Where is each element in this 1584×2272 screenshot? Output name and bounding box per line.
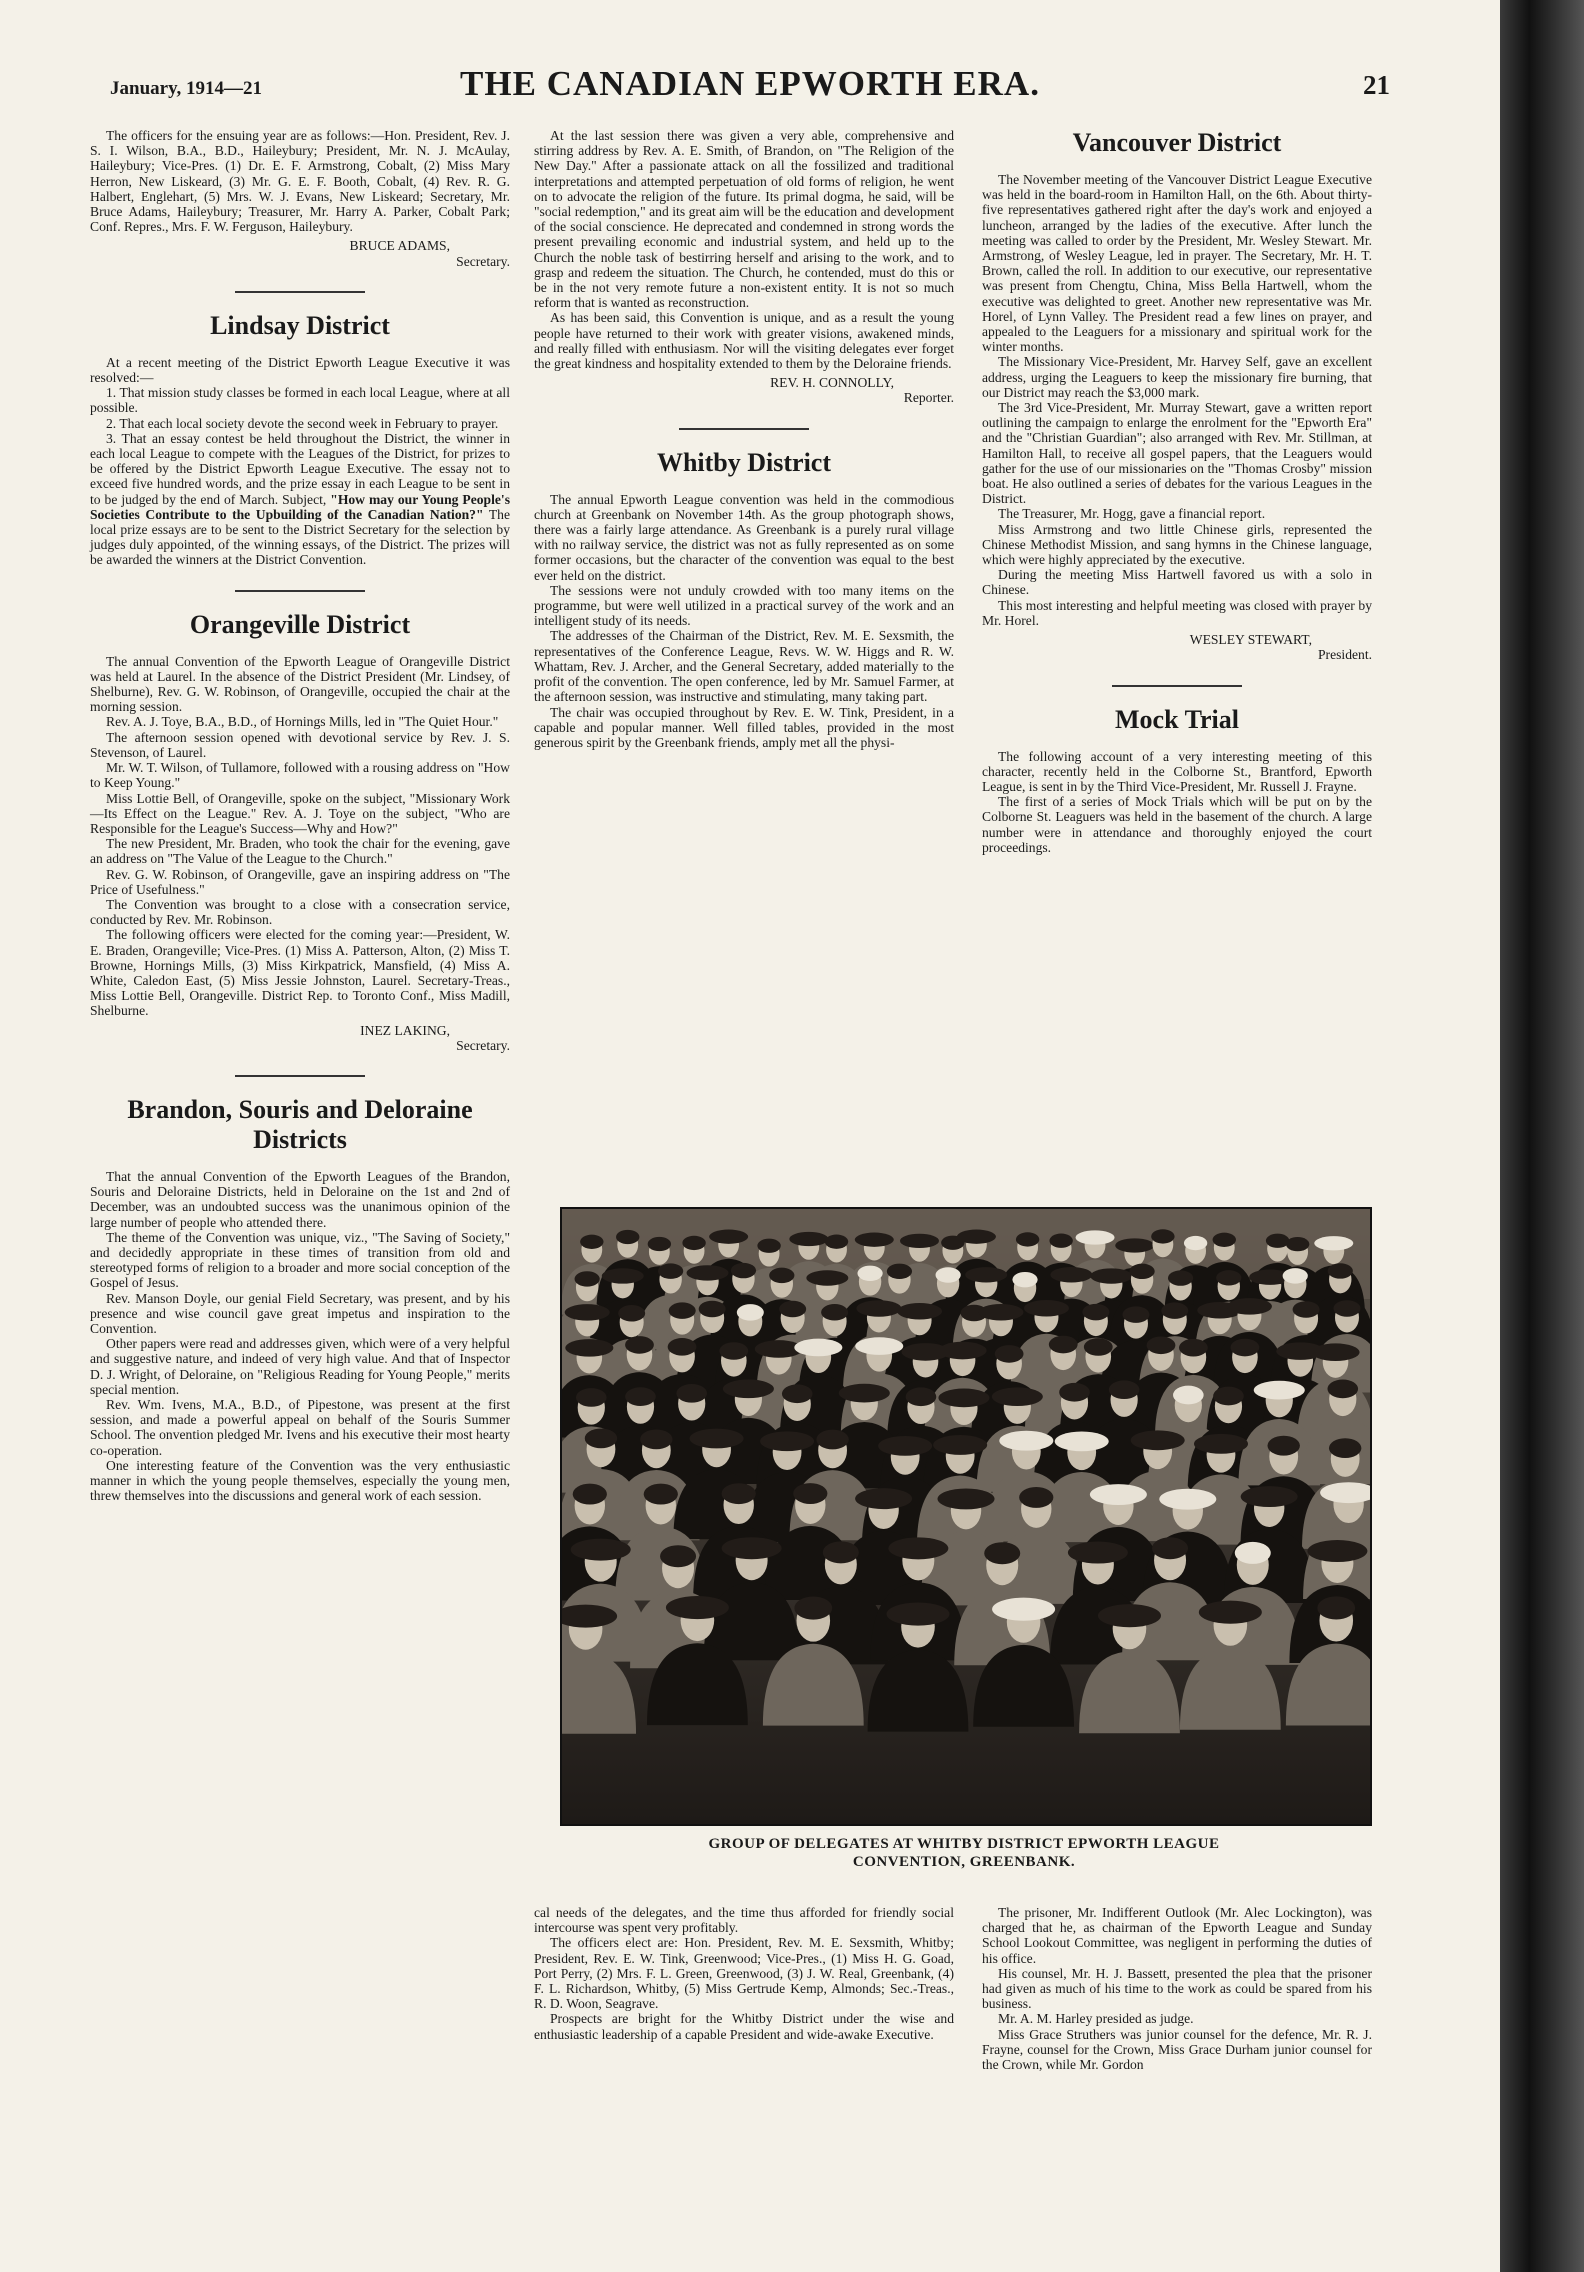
- signature-name: WESLEY STEWART,: [1189, 632, 1312, 648]
- column-left: [90, 128, 510, 1503]
- photo-crowd-illustration: [562, 1209, 1370, 1824]
- lindsay-heading: Lindsay District: [210, 310, 390, 340]
- orangeville-paragraph: The afternoon session opened with devotional service by Rev. J. S. Stevenson, of Laurel.: [90, 729, 510, 760]
- lindsay-essay-text-2: The local prize essays are to be sent to the District Secretary for the selection by judges duly appointed, of the winning essays, of the District. The prizes will be awarded the winners at the District Convention.: [90, 506, 511, 568]
- person-hat: [1327, 1380, 1358, 1399]
- lindsay-paragraph: [90, 431, 510, 568]
- column-right-bottom: [982, 1905, 1372, 2072]
- person-hat: [565, 1304, 610, 1321]
- person-hat: [1012, 1272, 1037, 1287]
- vancouver-paragraph: This most interesting and helpful meeting was closed with prayer by Mr. Horel.: [982, 597, 1372, 628]
- signature-connolly: [534, 375, 954, 405]
- mock-trial-paragraph: The following account of a very interesting meeting of this character, recently held in the Colborne St., Brantford, Epworth League, is sent in by the Third Vice-President, Mr. Russell J. Frayne.: [982, 748, 1372, 794]
- person-hat: [709, 1230, 748, 1244]
- vancouver-paragraph: Miss Armstrong and two little Chinese girls, represented the Chinese Methodist Mission, and sang hymns in the Chinese language, which were highly appreciated by the executive.: [982, 521, 1372, 568]
- lindsay-paragraph: 1. That mission study classes be formed in each local League, where at all possible.: [90, 385, 510, 416]
- person-hat: [1329, 1438, 1361, 1458]
- person-hat: [1115, 1238, 1154, 1252]
- person-hat: [769, 1268, 794, 1283]
- mock-trial-paragraph: His counsel, Mr. H. J. Bassett, presented the plea that the prisoner had given as much of his time to the work as could be spared from his business.: [982, 1965, 1372, 2012]
- whitby-paragraph: The annual Epworth League convention was held in the commodious church at Greenbank on November 14th. As the group photograph shows, there was a fairly large attendance. As Greenbank is a purely rural village with no railway service, the district was not as fully represented as on some former occasions, but the character of the convention was equal to the best ever held on the district.: [534, 491, 954, 583]
- person-hat: [1090, 1484, 1147, 1505]
- person-hat: [887, 1264, 912, 1279]
- mock-trial-paragraph: Miss Grace Struthers was junior counsel for the defence, Mr. R. J. Frayne, counsel for the Crown, Miss Grace Durham junior counsel for the Crown, while Mr. Gordon: [982, 2026, 1372, 2073]
- person-hat: [731, 1263, 756, 1278]
- person-hat: [1213, 1233, 1236, 1247]
- person-hat: [1090, 1268, 1132, 1283]
- person-hat: [580, 1235, 603, 1249]
- signature-title: President.: [1318, 647, 1372, 663]
- orangeville-paragraph: The annual Convention of the Epworth League of Orangeville District was held at Laurel. In the absence of the District President (Mr. Lindsey, of Shelburne), Rev. G. W. Robinson, of Orangeville, occupied the chair at the morning session.: [90, 653, 510, 715]
- vancouver-paragraph: The Treasurer, Mr. Hogg, gave a financial report.: [998, 506, 1266, 522]
- orangeville-paragraph: Mr. W. T. Wilson, of Tullamore, followed with a rousing address on "How to Keep Young.": [90, 760, 510, 791]
- person-hat: [888, 1537, 948, 1559]
- column-middle-bottom: [534, 1905, 954, 2042]
- person-hat: [1286, 1237, 1309, 1251]
- person-hat: [640, 1429, 672, 1449]
- person-hat: [625, 1336, 654, 1354]
- person-hat: [660, 1545, 696, 1567]
- signature-title: Reporter.: [903, 390, 954, 406]
- person-hat: [644, 1484, 678, 1505]
- person-hat: [900, 1234, 939, 1248]
- person-hat: [575, 1271, 600, 1286]
- section-divider: [235, 590, 365, 592]
- section-divider: [235, 1075, 365, 1077]
- person-hat: [992, 1598, 1055, 1621]
- person-hat: [1307, 1540, 1367, 1562]
- person-hat: [1049, 1336, 1078, 1354]
- person-hat: [699, 1301, 726, 1318]
- person-hat: [1076, 1230, 1115, 1244]
- page-header: [110, 64, 1390, 114]
- person-hat: [1235, 1542, 1271, 1564]
- person-hat: [957, 1230, 996, 1244]
- section-divider: [235, 291, 365, 293]
- person-hat: [1152, 1537, 1188, 1559]
- mock-trial-paragraph: The first of a series of Mock Trials which will be put on by the Colborne St. Leaguers was held in the basement of the church. A large number were in attendance and thoroughly enjoyed the court proceedings.: [982, 794, 1372, 855]
- column-middle: [534, 128, 954, 750]
- person-hat: [887, 1602, 950, 1625]
- person-hat: [793, 1483, 827, 1504]
- person-hat: [737, 1304, 764, 1321]
- person-hat: [618, 1305, 645, 1322]
- person-hat: [821, 1304, 848, 1321]
- person-hat: [1131, 1430, 1185, 1450]
- mock-trial-heading: Mock Trial: [1115, 704, 1239, 734]
- signature-inez-laking: [90, 1023, 510, 1053]
- person-hat: [669, 1302, 696, 1319]
- brandon-paragraph: One interesting feature of the Convention was the very enthusiastic manner in which the young people themselves, especially the young men, threw themselves into the discussions and general work of each session.: [90, 1457, 510, 1504]
- signature-name: BRUCE ADAMS,: [349, 238, 450, 254]
- signature-name: INEZ LAKING,: [360, 1022, 450, 1038]
- lindsay-paragraph: At a recent meeting of the District Epworth League Executive it was resolved:—: [90, 354, 510, 386]
- whitby-heading: Whitby District: [656, 447, 832, 477]
- officers-paragraph: The officers for the ensuing year are as follows:—Hon. President, Rev. J. S. I. Wilson, B.A., B.D., Haileybury; President, Mr. N. J. McAulay, Haileybury; Vice-Pres. (1) Dr. E. F. Armstrong, Cobalt, (2) Miss Mary Herron, New Liskeard, (3) Mr. G. E. F. Booth, Cobalt, (4) Rev. R. G. Halbert, Englehart, (5) Mrs. W. J. Evans, New Liskeard; Secretary, Mr. Bruce Adams, Haileybury; Treasurer, Mr. Harry A. Parker, Cobalt Park; Conf. Repres., Mrs. F. W. Ferguson, Haileybury.: [90, 128, 510, 235]
- person-hat: [1098, 1604, 1161, 1627]
- person-hat: [676, 1384, 707, 1403]
- essay-subject: "How may our Young People's Societies Contribute to the Upbuilding of the Canadian Nation?": [90, 491, 510, 522]
- person-hat: [878, 1436, 932, 1456]
- brandon-paragraph: Rev. Wm. Ivens, M.A., B.D., of Pipestone, was present at the first session, and made a powerful appeal on behalf of the Souris Summer School. The onvention pledged Mr. Ivens and his executive their most hearty co-operation.: [90, 1397, 510, 1458]
- person-hat: [719, 1342, 748, 1360]
- column-right: [982, 128, 1372, 855]
- whitby-paragraph: The addresses of the Chairman of the District, Rev. M. E. Sexsmith, the representatives of the Conference League, Revs. W. W. Higgs and R. W. Whattam, Rev. J. Archer, and the General Secretary, added materially to the profit of the convention. The open conference, led by Mr. Samuel Farmer, at the afternoon session, was instructive and stimulating, many taking part.: [534, 628, 954, 705]
- person-hat: [658, 1263, 683, 1278]
- person-hat: [723, 1379, 774, 1398]
- person-hat: [1314, 1236, 1353, 1250]
- person-hat: [585, 1428, 617, 1448]
- signature-bruce-adams: [90, 238, 510, 268]
- orangeville-paragraph: Rev. A. J. Toye, B.A., B.D., of Hornings Mills, led in "The Quiet Hour.": [106, 714, 499, 730]
- photo-caption: [560, 1835, 1368, 1871]
- brandon-continued-paragraph: As has been said, this Convention is unique, and as a result the young people have returned to their work with greater visions, awakened minds, and really filled with enthusiasm. Nor will the visiting delegates ever forget the great kindness and hospitality extended to them by the Deloraine friends.: [534, 310, 954, 372]
- person-hat: [806, 1270, 848, 1285]
- person-hat: [1161, 1302, 1188, 1319]
- whitby-prospects-paragraph: Prospects are bright for the Whitby District under the wise and enthusiastic leadership of a capable President and wide-awake Executive.: [534, 2011, 954, 2042]
- person-hat: [779, 1301, 806, 1318]
- person-hat: [571, 1539, 631, 1561]
- person-hat: [1199, 1601, 1262, 1624]
- brandon-paragraph: The theme of the Convention was unique, viz., "The Saving of Society," and decidedly appropriate in these times of transition from old and stereotyped forms of religion to a broader and more social conception of the Gospel of Jesus.: [90, 1229, 510, 1291]
- caption-line-1: GROUP OF DELEGATES AT WHITBY DISTRICT EPWORTH LEAGUE: [708, 1836, 1220, 1852]
- person-hat: [1049, 1234, 1072, 1248]
- person-hat: [1016, 1232, 1039, 1246]
- person-hat: [897, 1303, 942, 1320]
- signature-name: REV. H. CONNOLLY,: [770, 375, 894, 391]
- person-hat: [1084, 1338, 1113, 1356]
- person-hat: [1024, 1300, 1069, 1317]
- person-hat: [938, 1488, 995, 1509]
- vancouver-paragraph: The Missionary Vice-President, Mr. Harvey Self, gave an excellent address, urging the Leaguers to keep the missionary fire burning, that our District may reach the $3,000 mark.: [982, 354, 1372, 400]
- mock-trial-paragraph: Mr. A. M. Harley presided as judge.: [998, 2011, 1194, 2027]
- person-hat: [666, 1596, 729, 1619]
- whitby-paragraph: The chair was occupied throughout by Rev. E. W. Tink, President, in a capable and popular manner. Well filled tables, provided in the most generous spirit by the Greenbank friends, amply met all the physi-: [534, 704, 954, 750]
- person-hat: [939, 1342, 987, 1360]
- person-hat: [936, 1267, 961, 1282]
- person-hat: [1213, 1387, 1244, 1406]
- vancouver-heading: Vancouver District: [1072, 128, 1282, 157]
- person-hat: [789, 1232, 828, 1246]
- vancouver-paragraph: The November meeting of the Vancouver District League Executive was held in the board-room in Hamilton Hall, on the 6th. About thirty-five representatives gathered right after the day's work and enjoyed a luncheon, arranged by the ladies of the executive. After lunch the meeting was called to order by the President, Mr. Wesley Stewart. Mr. Armstrong, of Wesley League, led in prayer. The Secretary, Mr. H. T. Brown, called the roll. In addition to our executive, our representative was present from Chengtu, China, Miss Bella Hartwell, whom the executive was delighted to greet. Another new representative was Mr. Horel, of Lynn Valley. The President read a few lines on prayer, and appealed to the Leaguers for a missionary and spiritual work for the winter months.: [982, 172, 1372, 355]
- person-hat: [757, 1239, 780, 1253]
- signature-title: Secretary.: [456, 253, 510, 269]
- person-hat: [782, 1384, 813, 1403]
- person-hat: [855, 1488, 912, 1509]
- person-hat: [794, 1597, 832, 1620]
- person-hat: [1328, 1263, 1353, 1278]
- person-hat: [816, 1430, 848, 1450]
- person-hat: [722, 1537, 782, 1559]
- person-hat: [1317, 1596, 1355, 1619]
- issue-date: January, 1914—21: [110, 78, 263, 99]
- orangeville-paragraph: The Convention was brought to a close with a consecration service, conducted by Rev. Mr. Robinson.: [90, 896, 510, 928]
- book-binding-edge: [1500, 0, 1584, 2272]
- person-hat: [855, 1337, 903, 1355]
- vancouver-paragraph: The 3rd Vice-President, Mr. Murray Stewart, gave a written report outlining the campaign to enlarge the enrolment for the "Epworth Era" and the "Christian Guardian"; also arranged with Rev. Mr. Stillman, at Hamilton Hall, to receive all gospel papers, that the Leaguers would gather for the use of our missionaries on the "Thomas Crosby" mission boat. He also outlined a series of debates for the various Leagues in the District.: [982, 400, 1372, 507]
- person-hat: [682, 1236, 705, 1250]
- person-hat: [965, 1267, 1007, 1282]
- person-hat: [1068, 1542, 1128, 1564]
- person-hat: [602, 1268, 644, 1283]
- person-hat: [625, 1387, 656, 1406]
- person-hat: [1293, 1301, 1320, 1318]
- person-hat: [1151, 1229, 1174, 1243]
- person-hat: [1059, 1383, 1090, 1402]
- person-hat: [978, 1304, 1023, 1321]
- person-hat: [1129, 1264, 1154, 1279]
- person-hat: [1147, 1336, 1176, 1354]
- whitby-continued-paragraph: cal needs of the delegates, and the time thus afforded for friendly social intercourse was spent very profitably.: [534, 1905, 954, 1936]
- person-hat: [1266, 1234, 1289, 1248]
- person-hat: [1194, 1434, 1248, 1454]
- person-hat: [1122, 1306, 1149, 1323]
- person-hat: [687, 1265, 729, 1280]
- person-hat: [855, 1233, 894, 1247]
- signature-wesley-stewart: [982, 632, 1372, 662]
- whitby-officers-paragraph: The officers elect are: Hon. President, Rev. M. E. Sexsmith, Whitby; President, Rev. E. W. Tink, Greenwood; Vice-Pres., (1) Miss H. G. Goad, Port Perry, (2) Mrs. F. L. Green, Greenwood, (3) J. W. Real, Greenbank, (4) F. L. Richardson, Whitby, (5) Miss Gertrude Kemp, Almonds; Sec.-Treas., R. D. Woon, Seagrave.: [534, 1935, 954, 2012]
- person-hat: [1333, 1300, 1360, 1317]
- brandon-paragraph: Other papers were read and addresses given, which were of a very helpful and suggestive nature, and indeed of very high value. And that of Inspector D. J. Wright, of Deloraine, on "Religious Reading for Young People," merits special mention.: [90, 1336, 510, 1397]
- orangeville-paragraph: Rev. G. W. Robinson, of Orangeville, gave an inspiring address on "The Price of Usefulness.": [90, 866, 510, 897]
- person-hat: [1312, 1343, 1360, 1361]
- person-hat: [565, 1339, 613, 1357]
- person-hat: [573, 1484, 607, 1505]
- section-divider: [679, 428, 809, 430]
- person-hat: [839, 1384, 890, 1403]
- person-hat: [1283, 1268, 1308, 1283]
- person-hat: [722, 1483, 756, 1504]
- person-hat: [984, 1542, 1020, 1564]
- brandon-continued-paragraph: At the last session there was given a very able, comprehensive and stirring address by Rev. A. E. Smith, of Brandon, on "The Religion of the New Day." After a passionate attack on all the fossilized and traditional interpretations and attempted perpetuation of old forms of religion, he went on to advocate the religion of the future. Its primal dogma, he said, will be "social redemption," and its great aim will be the education and development of the social conscience. He deprecated and condemned in strong words the present prevailing economic and industrial system, and held up to the Church the noble task of bestirring herself and arising to the work, and to grasp and redeem the situation. The Church, he contended, must do this or be in the not very remote future a non-existent entity. It is not so much reform that is wanted as reconstruction.: [534, 128, 954, 311]
- person-hat: [1159, 1489, 1216, 1510]
- person-hat: [906, 1387, 937, 1406]
- person-hat: [1184, 1236, 1207, 1250]
- person-hat: [794, 1339, 842, 1357]
- person-hat: [616, 1230, 639, 1244]
- person-hat: [995, 1345, 1024, 1363]
- page-number: 21: [1363, 70, 1390, 100]
- person-hat: [690, 1429, 744, 1449]
- section-divider: [1112, 685, 1242, 687]
- orangeville-paragraph: Miss Lottie Bell, of Orangeville, spoke on the subject, "Missionary Work—Its Effect on the League." Rev. A. J. Toye on the subject, "Who are Responsible for the League's Success—Why and How?": [90, 790, 510, 836]
- mock-trial-paragraph: The prisoner, Mr. Indifferent Outlook (Mr. Alec Lockington), was charged that he, as chairman of the Epworth League and Sunday School Lookout Committee, was negligent in performing the duties of his office.: [982, 1905, 1372, 1966]
- person-hat: [857, 1266, 882, 1281]
- whitby-paragraph: The sessions were not unduly crowded with too many items on the programme, but were well utilized in a practical survey of the work and an intelligent study of its needs.: [534, 582, 954, 629]
- person-hat: [825, 1235, 848, 1249]
- person-hat: [1231, 1339, 1260, 1357]
- person-hat: [999, 1431, 1053, 1451]
- person-hat: [1109, 1380, 1140, 1399]
- lindsay-paragraph: 2. That each local society devote the second week in February to prayer.: [106, 415, 499, 431]
- person-hat: [1168, 1270, 1193, 1285]
- person-hat: [1241, 1486, 1298, 1507]
- person-hat: [1055, 1431, 1109, 1451]
- person-hat: [760, 1431, 814, 1451]
- magazine-title: THE CANADIAN EPWORTH ERA.: [460, 64, 1040, 103]
- person-hat: [1082, 1304, 1109, 1321]
- person-hat: [933, 1435, 987, 1455]
- person-hat: [668, 1338, 697, 1356]
- person-hat: [1050, 1267, 1092, 1282]
- person-hat: [1227, 1298, 1272, 1315]
- person-hat: [1019, 1487, 1053, 1508]
- brandon-heading: Brandon, Souris and Deloraine Districts: [127, 1094, 473, 1154]
- brandon-paragraph: That the annual Convention of the Epworth Leagues of the Brandon, Souris and Deloraine Districts, held in Deloraine on the 1st and 2nd of December, was an undoubted success was the unanimous opinion of the large number of people who attended there.: [90, 1168, 510, 1230]
- orangeville-heading: Orangeville District: [189, 609, 411, 639]
- person-hat: [1173, 1386, 1204, 1405]
- orangeville-paragraph: The following officers were elected for the coming year:—President, W. E. Braden, Orangeville; Vice-Pres. (1) Miss A. Patterson, Alton, (2) Miss T. Browne, Hornings Mills, (3) Miss Kirkpatrick, Mansfield, (4) Miss A. White, Caledon East, (5) Miss Jessie Johnston, Laurel. Secretary-Treas., Miss Lottie Bell, Orangeville. District Rep. to Toronto Conf., Miss Madill, Shelburne.: [90, 927, 510, 1019]
- person-hat: [1216, 1270, 1241, 1285]
- person-hat: [938, 1389, 989, 1408]
- person-hat: [1268, 1436, 1300, 1456]
- signature-title: Secretary.: [456, 1037, 510, 1053]
- person-hat: [823, 1541, 859, 1563]
- lindsay-essay-text: 3. That an essay contest be held throughout the District, the winner in each local League to compete with the Leagues of the District, for prizes to be offered by the District Epworth League Executive. The essay not to exceed five hundred words, and the prize essay in each League to be sent in to be judged by the end of March. Subject,: [90, 430, 510, 507]
- person-hat: [648, 1237, 671, 1251]
- vancouver-paragraph: During the meeting Miss Hartwell favored us with a solo in Chinese.: [982, 567, 1372, 598]
- person-hat: [1179, 1339, 1208, 1357]
- orangeville-paragraph: The new President, Mr. Braden, who took the chair for the evening, gave an address on "The Value of the League to the Church.": [90, 836, 510, 867]
- brandon-paragraph: Rev. Manson Doyle, our genial Field Secretary, was present, and by his presence and wise council gave great impetus and inspiration to the Convention.: [90, 1290, 510, 1336]
- person-hat: [992, 1387, 1043, 1406]
- caption-line-2: CONVENTION, GREENBANK.: [852, 1854, 1076, 1870]
- group-photograph: [560, 1207, 1372, 1826]
- person-hat: [856, 1300, 901, 1317]
- person-hat: [1254, 1381, 1305, 1400]
- person-hat: [576, 1388, 607, 1407]
